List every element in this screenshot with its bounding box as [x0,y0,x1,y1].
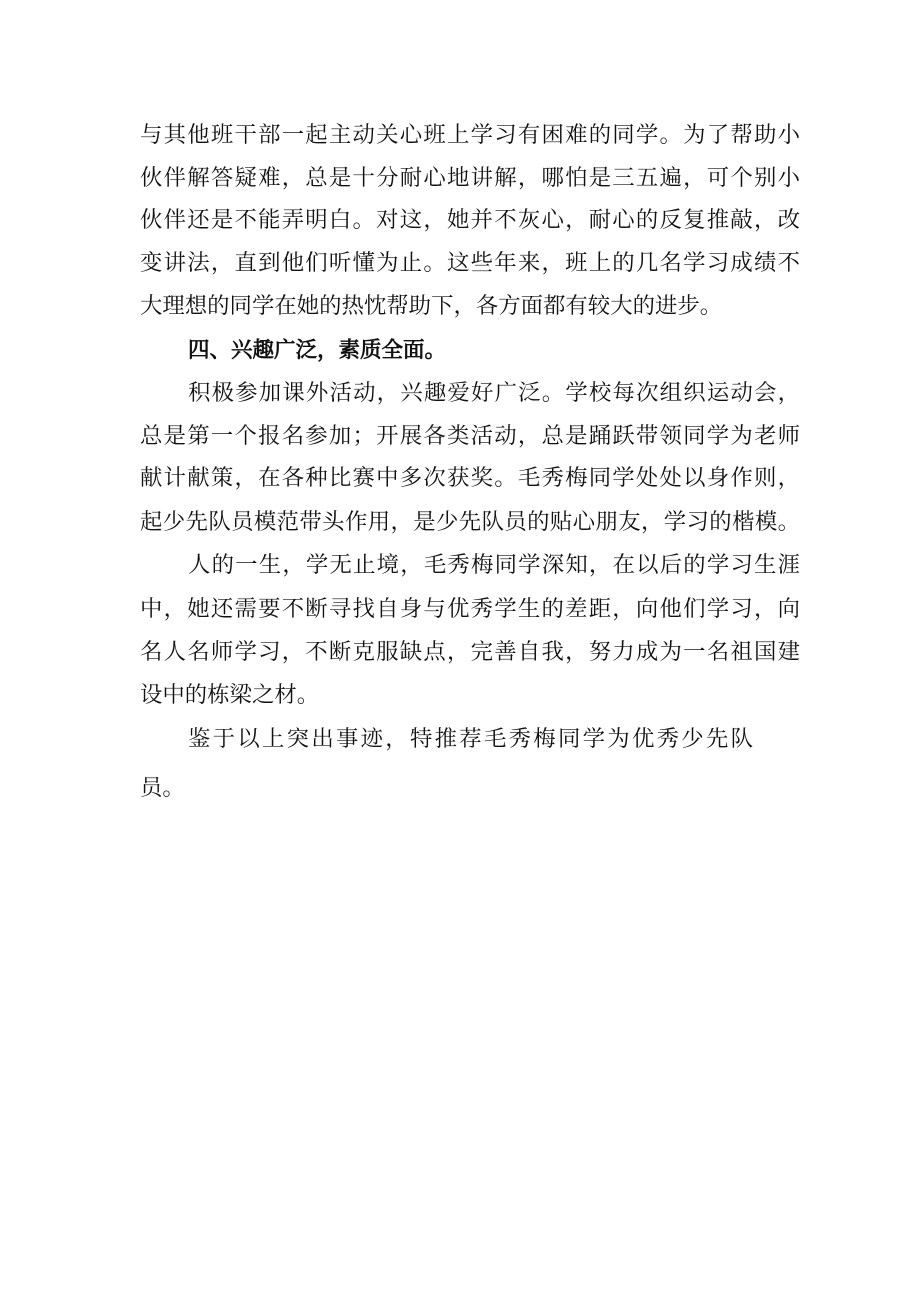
paragraph-1-line-2: 伙伴解答疑难，总是十分耐心地讲解，哪怕是三五遍，可个别小 [140,165,800,191]
paragraph-1-line-4: 变讲法，直到他们听懂为止。这些年来，班上的几名学习成绩不 [140,250,800,276]
paragraph-3-line-1: 人的一生，学无止境，毛秀梅同学深知，在以后的学习生涯 [188,552,800,578]
paragraph-3-line-4: 设中的栋梁之材。 [140,682,320,708]
paragraph-1-line-1: 与其他班干部一起主动关心班上学习有困难的同学。为了帮助小 [140,122,800,148]
paragraph-2-line-2: 总是第一个报名参加；开展各类活动，总是踊跃带领同学为老师 [140,423,800,449]
paragraph-1-line-5: 大理想的同学在她的热忱帮助下，各方面都有较大的进步。 [140,293,723,319]
section-heading: 四、兴趣广泛，素质全面。 [188,338,447,363]
paragraph-3-line-3: 名人名师学习，不断克服缺点，完善自我，努力成为一名祖国建 [140,639,800,665]
paragraph-2-line-4: 起少先队员模范带头作用，是少先队员的贴心朋友，学习的楷模。 [140,509,800,535]
paragraph-4-line-2: 员。 [140,775,185,801]
paragraph-1-line-3: 伙伴还是不能弄明白。对这，她并不灰心，耐心的反复推敲，改 [140,207,800,233]
paragraph-4-line-1: 鉴于以上突出事迹，特推荐毛秀梅同学为优秀少先队 [188,726,753,752]
paragraph-3-line-2: 中，她还需要不断寻找自身与优秀学生的差距，向他们学习，向 [140,596,800,622]
paragraph-2-line-3: 献计献策，在各种比赛中多次获奖。毛秀梅同学处处以身作则， [140,465,800,491]
paragraph-2-line-1: 积极参加课外活动，兴趣爱好广泛。学校每次组织运动会， [188,380,800,406]
